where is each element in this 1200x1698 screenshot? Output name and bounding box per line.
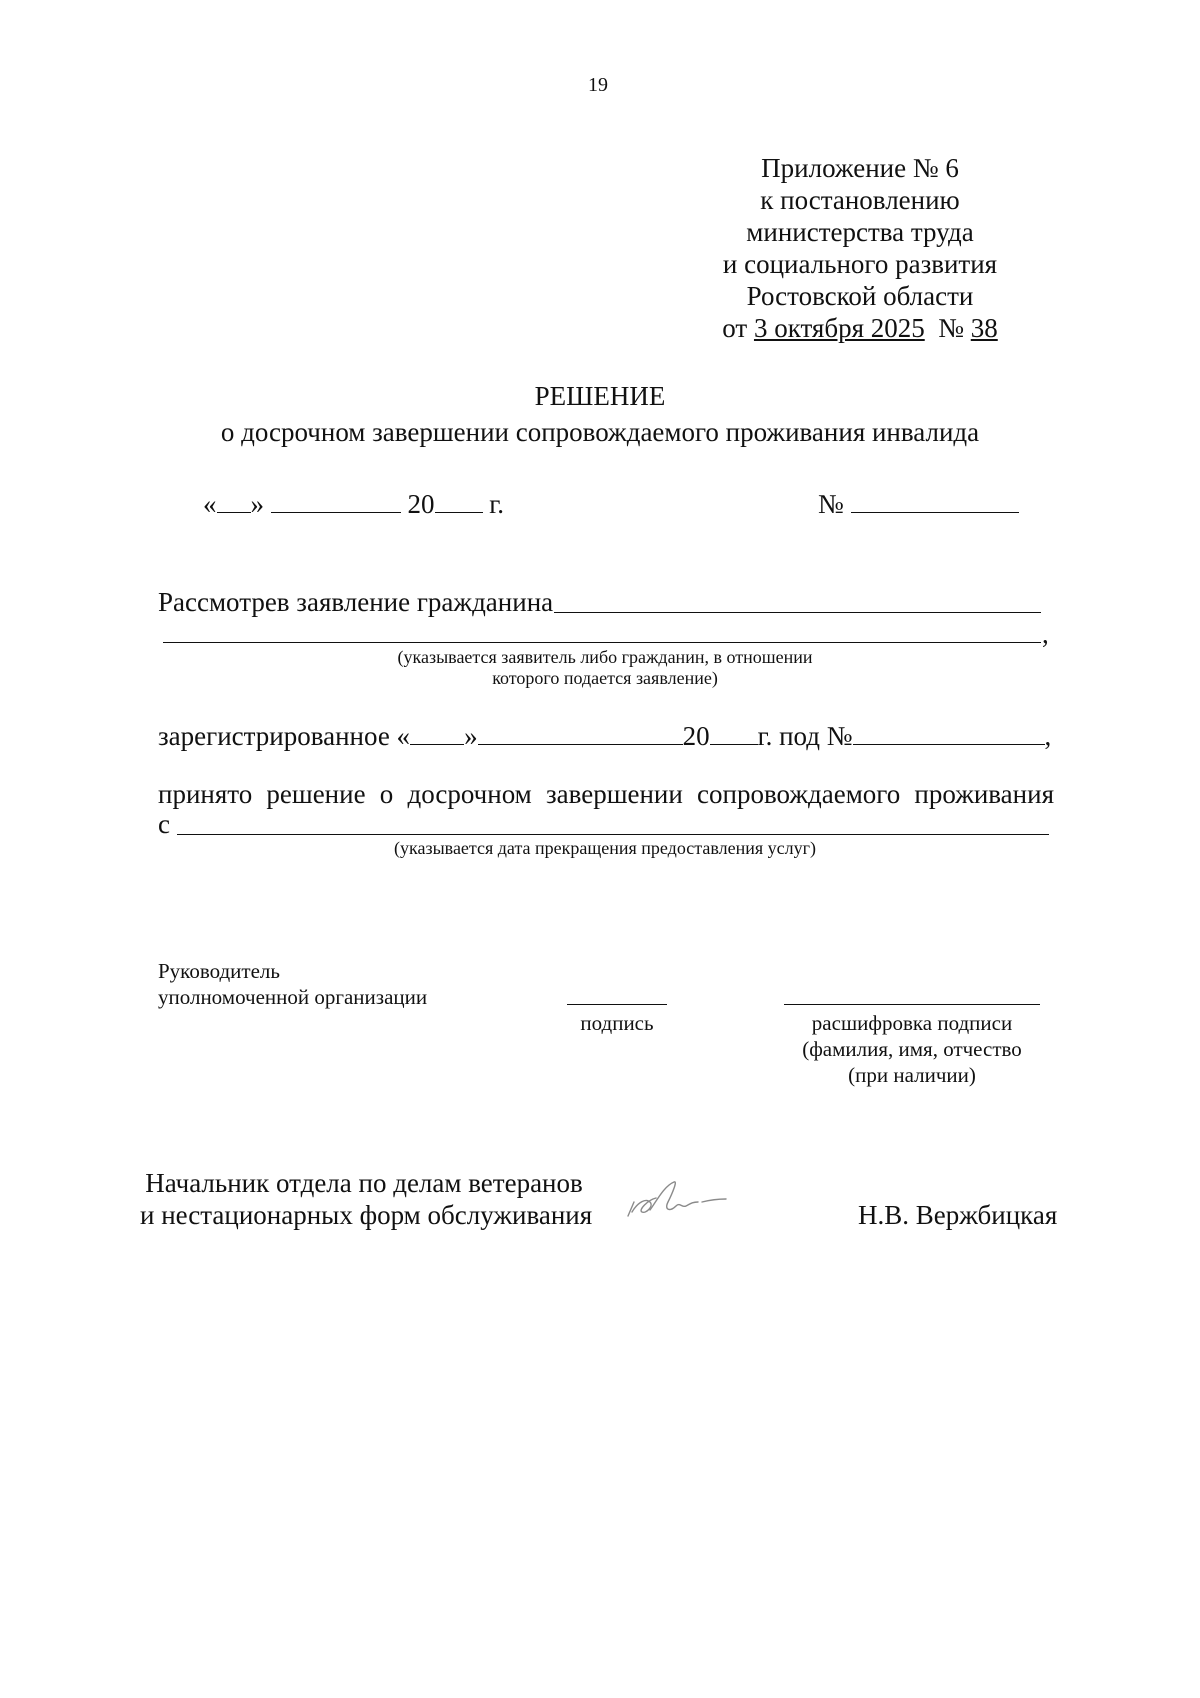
decode-label-3: (при наличии) xyxy=(848,1063,976,1087)
comma-2: , xyxy=(1044,721,1052,751)
number-blank xyxy=(851,486,1019,513)
footer-position-line1: Начальник отдела по делам ветеранов xyxy=(145,1168,583,1198)
registered-label: зарегистрированное « xyxy=(158,721,411,751)
reg-day-blank xyxy=(410,718,464,745)
document-subtitle: о досрочном завершении сопровождаемого проживания инвалида xyxy=(220,417,980,447)
decode-blank xyxy=(784,1004,1040,1005)
reg-year-blank xyxy=(710,718,758,745)
applicant-blank-1 xyxy=(554,612,1041,613)
open-quote: « xyxy=(203,489,217,519)
registered-close: » xyxy=(464,721,478,751)
appendix-line2: к постановлению xyxy=(760,185,960,215)
appendix-header xyxy=(690,152,1030,344)
registered-suffix: г. под № xyxy=(757,721,853,751)
footer-position-line2: и нестационарных форм обслуживания xyxy=(140,1200,593,1230)
registered-line xyxy=(158,718,1051,752)
footer-name: Н.В. Вержбицкая xyxy=(858,1200,1058,1230)
hint-date: (указывается дата прекращения предоставления услуг) xyxy=(394,838,816,858)
applicant-blank-2 xyxy=(163,642,1041,643)
close-quote: » xyxy=(250,489,264,519)
number-sign: № xyxy=(818,489,844,519)
document-title: РЕШЕНИЕ xyxy=(534,381,666,411)
appendix-line1: Приложение № 6 xyxy=(761,153,959,183)
number-prefix: № xyxy=(938,313,964,343)
signature-label: подпись xyxy=(580,1011,654,1035)
appendix-line4: и социального развития xyxy=(722,249,998,279)
hint-applicant-line1: (указывается заявитель либо гражданин, в отношении xyxy=(397,647,813,667)
decode-label-1: расшифровка подписи xyxy=(811,1011,1013,1035)
registered-year: 20 xyxy=(682,721,710,751)
comma-1: , xyxy=(1042,619,1049,649)
appendix-date: 3 октября 2025 xyxy=(753,313,925,343)
appendix-line5: Ростовской области xyxy=(746,281,974,311)
head-line2: уполномоченной организации xyxy=(158,985,428,1009)
date-prefix: от xyxy=(722,313,748,343)
month-blank xyxy=(271,486,401,513)
number-line xyxy=(818,486,1019,520)
day-blank xyxy=(217,486,251,513)
year-blank xyxy=(435,486,483,513)
year-prefix: 20 xyxy=(407,489,435,519)
date-line xyxy=(203,486,504,520)
decision-text: принято решение о досрочном завершении сопровождаемого проживания xyxy=(158,779,1054,809)
reg-month-blank xyxy=(478,718,683,745)
considered-label: Рассмотрев заявление гражданина xyxy=(158,587,554,617)
signature-blank xyxy=(567,1004,667,1005)
reg-number-blank xyxy=(853,718,1045,745)
appendix-number: 38 xyxy=(970,313,998,343)
hint-applicant-line2: которого подается заявление) xyxy=(492,668,718,688)
decode-label-2: (фамилия, имя, отчество xyxy=(802,1037,1022,1061)
appendix-line3: министерства труда xyxy=(746,217,974,247)
appendix-date-line xyxy=(690,312,1030,344)
from-label: с xyxy=(158,809,170,839)
handwritten-signature xyxy=(620,1172,732,1228)
end-date-blank xyxy=(177,834,1049,835)
head-line1: Руководитель xyxy=(158,959,280,983)
page-number: 19 xyxy=(588,74,608,96)
year-suffix: г. xyxy=(489,489,505,519)
